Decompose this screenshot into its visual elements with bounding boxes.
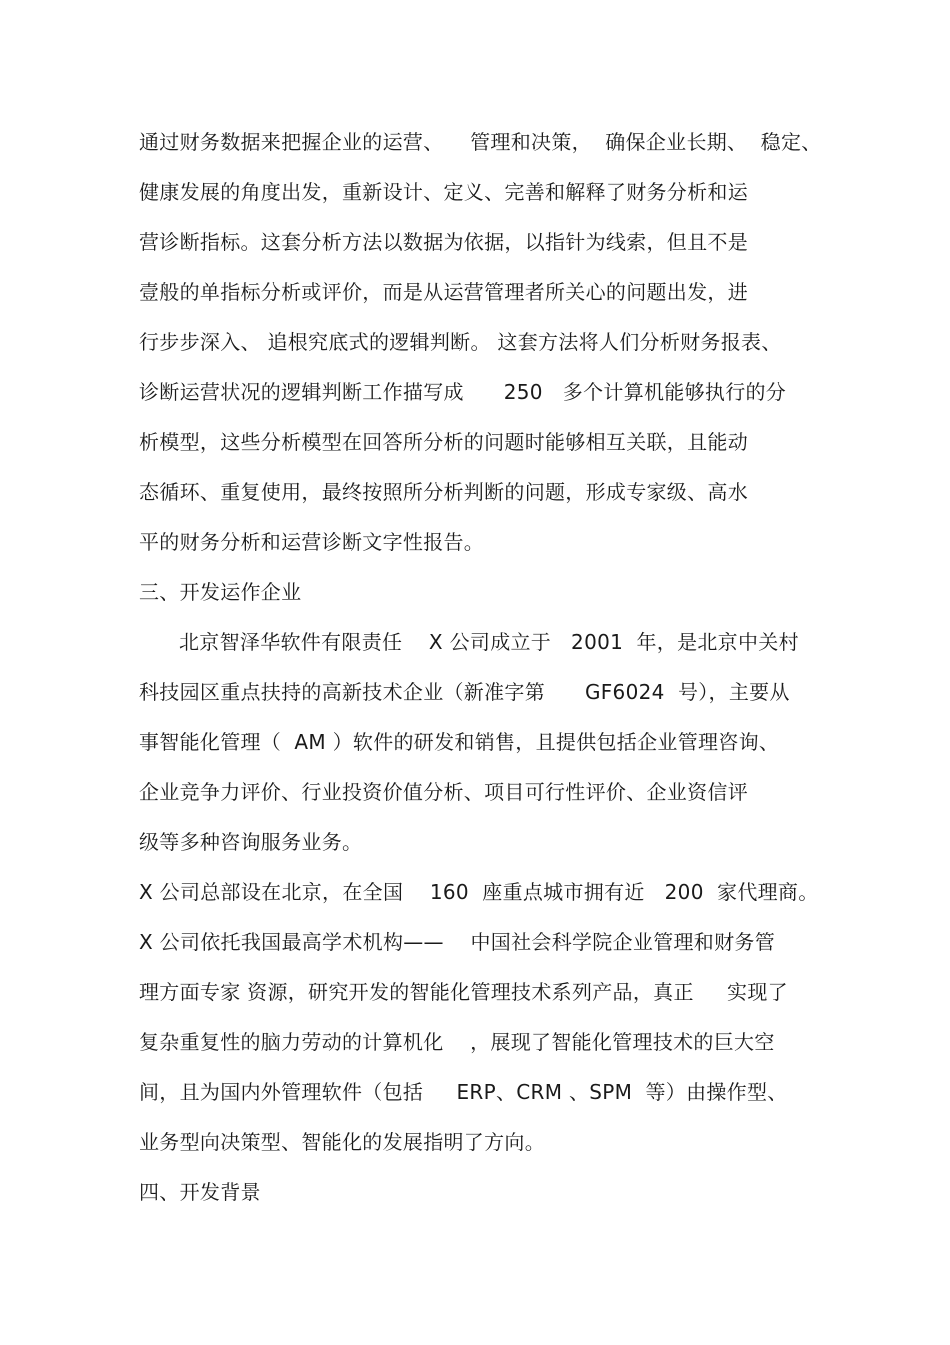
text-line: 企业竞争力评价、行业投资价值分析、项目可行性评价、企业资信评 [139,780,748,804]
text-line: 健康发展的角度出发，重新设计、定义、完善和解释了财务分析和运 [139,180,748,204]
text-line: 科技园区重点扶持的高新技术企业（新准字第 GF6024 号），主要从 [139,680,790,704]
text-line: 间，且为国内外管理软件（包括 ERP、CRM 、SPM 等）由操作型、 [139,1080,788,1104]
text-line: 理方面专家 资源，研究开发的智能化管理技术系列产品，真正 实现了 [139,980,788,1004]
text-line: 级等多种咨询服务业务。 [139,830,363,854]
text-line: 通过财务数据来把握企业的运营、 管理和决策， 确保企业长期、 稳定、 [139,130,822,154]
text-line: 行步步深入、 追根究底式的逻辑判断。 这套方法将人们分析财务报表、 [139,330,782,354]
section-heading: 三、开发运作企业 [139,580,302,604]
text-line: 平的财务分析和运营诊断文字性报告。 [139,530,485,554]
text-line: 壹般的单指标分析或评价，而是从运营管理者所关心的问题出发，进 [139,280,748,304]
text-line: 诊断运营状况的逻辑判断工作描写成 250 多个计算机能够执行的分 [139,380,787,404]
text-line: 北京智泽华软件有限责任 X 公司成立于 2001 年，是北京中关村 [179,630,799,654]
text-line: 析模型，这些分析模型在回答所分析的问题时能够相互关联，且能动 [139,430,748,454]
text-line: 态循环、重复使用，最终按照所分析判断的问题，形成专家级、高水 [139,480,748,504]
text-line: X 公司依托我国最高学术机构—— 中国社会科学院企业管理和财务管 [139,930,775,954]
text-line: 营诊断指标。这套分析方法以数据为依据，以指针为线索，但且不是 [139,230,748,254]
text-line: X 公司总部设在北京，在全国 160 座重点城市拥有近 200 家代理商。 [139,880,819,904]
section-heading: 四、开发背景 [139,1180,261,1204]
text-line: 复杂重复性的脑力劳动的计算机化 ，展现了智能化管理技术的巨大空 [139,1030,775,1054]
text-line: 事智能化管理（ AM ）软件的研发和销售，且提供包括企业管理咨询、 [139,730,780,754]
text-line: 业务型向决策型、智能化的发展指明了方向。 [139,1130,545,1154]
